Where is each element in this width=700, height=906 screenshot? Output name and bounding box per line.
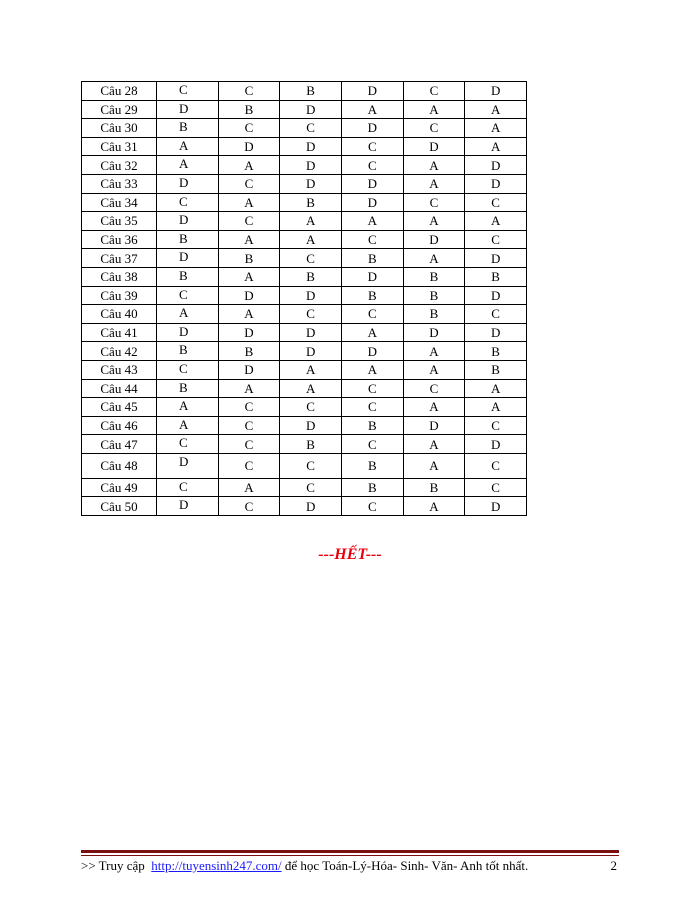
answer-cell: B: [218, 100, 280, 119]
answer-cell: A: [465, 100, 527, 119]
answer-cell: D: [341, 193, 403, 212]
answer-cell: C: [280, 478, 342, 497]
answer-cell: D: [465, 286, 527, 305]
answer-cell: B: [403, 305, 465, 324]
answer-cell: D: [157, 249, 219, 268]
footer-suffix: để học Toán-Lý-Hóa- Sinh- Văn- Anh tốt nhất.: [284, 858, 529, 873]
answer-cell: B: [218, 249, 280, 268]
answer-cell: A: [341, 360, 403, 379]
answer-cell: B: [157, 119, 219, 138]
answer-cell: A: [341, 323, 403, 342]
answer-cell: B: [403, 286, 465, 305]
answer-cell: A: [465, 212, 527, 231]
question-label: Câu 28: [82, 82, 157, 101]
answer-cell: C: [157, 193, 219, 212]
answer-cell: D: [465, 174, 527, 193]
answer-cell: C: [218, 435, 280, 454]
answer-cell: A: [218, 379, 280, 398]
question-label: Câu 30: [82, 119, 157, 138]
answer-cell: D: [280, 497, 342, 516]
answer-cell: A: [403, 435, 465, 454]
answer-cell: A: [157, 416, 219, 435]
answer-cell: B: [465, 267, 527, 286]
table-row: [82, 360, 527, 379]
table-row: [82, 398, 527, 417]
answer-cell: B: [280, 82, 342, 101]
answer-cell: C: [218, 497, 280, 516]
question-label: Câu 31: [82, 137, 157, 156]
answer-cell: A: [341, 212, 403, 231]
answer-table-body: [82, 82, 527, 516]
table-row: [82, 119, 527, 138]
answer-cell: C: [403, 119, 465, 138]
answer-cell: C: [341, 137, 403, 156]
question-label: Câu 34: [82, 193, 157, 212]
question-label: Câu 43: [82, 360, 157, 379]
answer-cell: A: [403, 497, 465, 516]
answer-cell: C: [218, 174, 280, 193]
question-label: Câu 45: [82, 398, 157, 417]
answer-cell: A: [465, 137, 527, 156]
answer-cell: D: [218, 286, 280, 305]
table-row: [82, 323, 527, 342]
answer-cell: B: [157, 230, 219, 249]
footer-prefix: >> Truy cập: [81, 858, 145, 873]
answer-cell: C: [465, 416, 527, 435]
answer-cell: B: [280, 193, 342, 212]
answer-cell: B: [341, 453, 403, 478]
answer-cell: A: [218, 193, 280, 212]
answer-cell: C: [280, 398, 342, 417]
question-label: Câu 39: [82, 286, 157, 305]
table-row: [82, 286, 527, 305]
answer-cell: A: [403, 398, 465, 417]
answer-cell: C: [465, 305, 527, 324]
question-label: Câu 35: [82, 212, 157, 231]
answer-cell: B: [157, 379, 219, 398]
answer-cell: B: [465, 342, 527, 361]
question-label: Câu 49: [82, 478, 157, 497]
question-label: Câu 32: [82, 156, 157, 175]
answer-cell: D: [403, 230, 465, 249]
answer-cell: A: [280, 230, 342, 249]
answer-cell: A: [341, 100, 403, 119]
footer-divider: [81, 850, 619, 856]
answer-cell: C: [218, 398, 280, 417]
answer-cell: C: [218, 82, 280, 101]
question-label: Câu 42: [82, 342, 157, 361]
table-row: [82, 212, 527, 231]
table-row: [82, 305, 527, 324]
answer-cell: C: [465, 453, 527, 478]
table-row: [82, 230, 527, 249]
answer-cell: A: [218, 478, 280, 497]
answer-cell: B: [280, 267, 342, 286]
answer-cell: B: [341, 249, 403, 268]
answer-cell: C: [403, 379, 465, 398]
question-label: Câu 48: [82, 453, 157, 478]
answer-cell: C: [218, 416, 280, 435]
table-row: [82, 137, 527, 156]
answer-cell: C: [341, 398, 403, 417]
answer-cell: D: [280, 286, 342, 305]
question-label: Câu 29: [82, 100, 157, 119]
answer-cell: C: [280, 249, 342, 268]
answer-cell: C: [465, 478, 527, 497]
answer-cell: A: [280, 379, 342, 398]
answer-cell: D: [341, 82, 403, 101]
table-row: [82, 379, 527, 398]
answer-cell: C: [403, 193, 465, 212]
answer-cell: D: [157, 453, 219, 478]
answer-cell: A: [218, 230, 280, 249]
answer-cell: C: [280, 119, 342, 138]
answer-cell: D: [465, 497, 527, 516]
answer-cell: A: [218, 267, 280, 286]
answer-cell: D: [403, 416, 465, 435]
footer-link[interactable]: http://tuyensinh247.com/: [151, 858, 282, 873]
answer-cell: A: [157, 137, 219, 156]
answer-cell: A: [403, 174, 465, 193]
answer-cell: A: [403, 453, 465, 478]
answer-cell: D: [341, 119, 403, 138]
answer-cell: C: [157, 286, 219, 305]
answer-cell: A: [403, 360, 465, 379]
answer-cell: A: [403, 100, 465, 119]
table-row: [82, 249, 527, 268]
answer-cell: C: [157, 82, 219, 101]
answer-cell: A: [280, 360, 342, 379]
answer-cell: C: [341, 156, 403, 175]
page-number: 2: [610, 858, 617, 873]
answer-cell: A: [403, 342, 465, 361]
answer-cell: D: [157, 212, 219, 231]
answer-cell: C: [157, 435, 219, 454]
answer-table: [81, 81, 527, 516]
answer-cell: A: [218, 305, 280, 324]
answer-cell: B: [403, 478, 465, 497]
answer-cell: D: [280, 174, 342, 193]
question-label: Câu 38: [82, 267, 157, 286]
answer-cell: D: [341, 267, 403, 286]
answer-cell: D: [218, 360, 280, 379]
answer-cell: D: [157, 100, 219, 119]
answer-cell: D: [280, 156, 342, 175]
table-row: [82, 453, 527, 478]
question-label: Câu 40: [82, 305, 157, 324]
answer-cell: B: [403, 267, 465, 286]
answer-cell: D: [280, 137, 342, 156]
answer-cell: A: [465, 119, 527, 138]
answer-cell: C: [218, 453, 280, 478]
table-row: [82, 267, 527, 286]
answer-cell: B: [280, 435, 342, 454]
answer-cell: D: [465, 156, 527, 175]
answer-cell: D: [280, 416, 342, 435]
answer-cell: C: [465, 230, 527, 249]
answer-cell: D: [157, 323, 219, 342]
answer-cell: D: [403, 323, 465, 342]
answer-cell: C: [157, 478, 219, 497]
answer-cell: A: [403, 156, 465, 175]
question-label: Câu 41: [82, 323, 157, 342]
answer-cell: B: [341, 416, 403, 435]
table-row: [82, 193, 527, 212]
answer-cell: D: [157, 174, 219, 193]
answer-cell: A: [403, 212, 465, 231]
answer-cell: B: [218, 342, 280, 361]
answer-cell: C: [280, 305, 342, 324]
table-row: [82, 416, 527, 435]
answer-cell: C: [157, 360, 219, 379]
answer-cell: D: [157, 497, 219, 516]
answer-cell: A: [280, 212, 342, 231]
answer-cell: B: [465, 360, 527, 379]
answer-cell: A: [218, 156, 280, 175]
answer-cell: B: [157, 267, 219, 286]
answer-cell: D: [218, 137, 280, 156]
answer-cell: A: [157, 305, 219, 324]
answer-cell: C: [341, 379, 403, 398]
answer-cell: A: [465, 379, 527, 398]
answer-cell: D: [465, 323, 527, 342]
answer-cell: C: [341, 435, 403, 454]
answer-cell: D: [280, 100, 342, 119]
answer-cell: B: [157, 342, 219, 361]
answer-cell: D: [341, 342, 403, 361]
answer-cell: B: [341, 478, 403, 497]
answer-cell: D: [465, 82, 527, 101]
answer-cell: D: [465, 249, 527, 268]
table-row: [82, 174, 527, 193]
answer-cell: A: [465, 398, 527, 417]
answer-cell: D: [280, 342, 342, 361]
question-label: Câu 36: [82, 230, 157, 249]
table-row: [82, 100, 527, 119]
question-label: Câu 37: [82, 249, 157, 268]
answer-cell: C: [341, 497, 403, 516]
footer: [81, 858, 619, 874]
answer-cell: C: [218, 212, 280, 231]
answer-cell: D: [403, 137, 465, 156]
table-row: [82, 156, 527, 175]
question-label: Câu 46: [82, 416, 157, 435]
question-label: Câu 50: [82, 497, 157, 516]
answer-cell: D: [341, 174, 403, 193]
table-row: [82, 497, 527, 516]
question-label: Câu 47: [82, 435, 157, 454]
table-row: [82, 82, 527, 101]
answer-cell: C: [465, 193, 527, 212]
answer-cell: C: [341, 305, 403, 324]
answer-cell: A: [157, 398, 219, 417]
answer-cell: C: [341, 230, 403, 249]
table-row: [82, 478, 527, 497]
answer-cell: C: [403, 82, 465, 101]
answer-cell: B: [341, 286, 403, 305]
question-label: Câu 44: [82, 379, 157, 398]
answer-cell: D: [465, 435, 527, 454]
answer-cell: D: [218, 323, 280, 342]
table-row: [82, 342, 527, 361]
question-label: Câu 33: [82, 174, 157, 193]
answer-cell: A: [403, 249, 465, 268]
answer-cell: C: [280, 453, 342, 478]
answer-cell: D: [280, 323, 342, 342]
end-mark: ---HẾT---: [318, 546, 382, 563]
table-row: [82, 435, 527, 454]
answer-cell: A: [157, 156, 219, 175]
answer-cell: C: [218, 119, 280, 138]
